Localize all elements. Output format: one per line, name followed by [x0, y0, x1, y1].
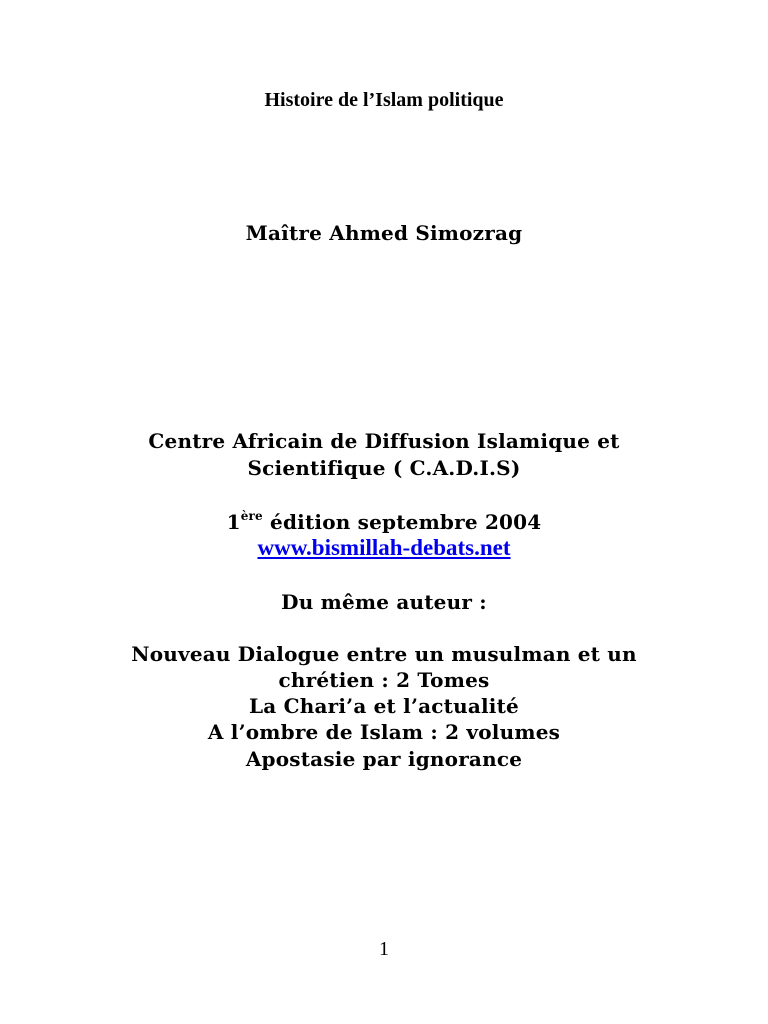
book-line: Nouveau Dialogue entre un musulman et un: [131, 642, 637, 666]
edition-superscript: ère: [240, 509, 263, 523]
publisher-line-2: Scientifique ( C.A.D.I.S): [247, 456, 521, 480]
author-name: Maître Ahmed Simozrag: [245, 221, 523, 245]
book-line: Apostasie par ignorance: [245, 747, 523, 771]
book-line: La Chari’a et l’actualité: [249, 694, 519, 718]
website-link[interactable]: www.bismillah-debats.net: [257, 535, 511, 560]
edition-text: édition septembre 2004: [262, 510, 542, 534]
publisher-line-1: Centre Africain de Diffusion Islamique et: [148, 429, 620, 453]
book-line: chrétien : 2 Tomes: [278, 668, 490, 692]
same-author-heading: Du même auteur :: [281, 590, 487, 614]
page-number: 1: [379, 938, 389, 960]
edition-number: 1: [226, 510, 241, 534]
website-line: [0, 535, 768, 561]
document-title: Histoire de l’Islam politique: [264, 89, 504, 111]
edition-line: [0, 509, 768, 534]
book-line: A l’ombre de Islam : 2 volumes: [207, 720, 561, 744]
